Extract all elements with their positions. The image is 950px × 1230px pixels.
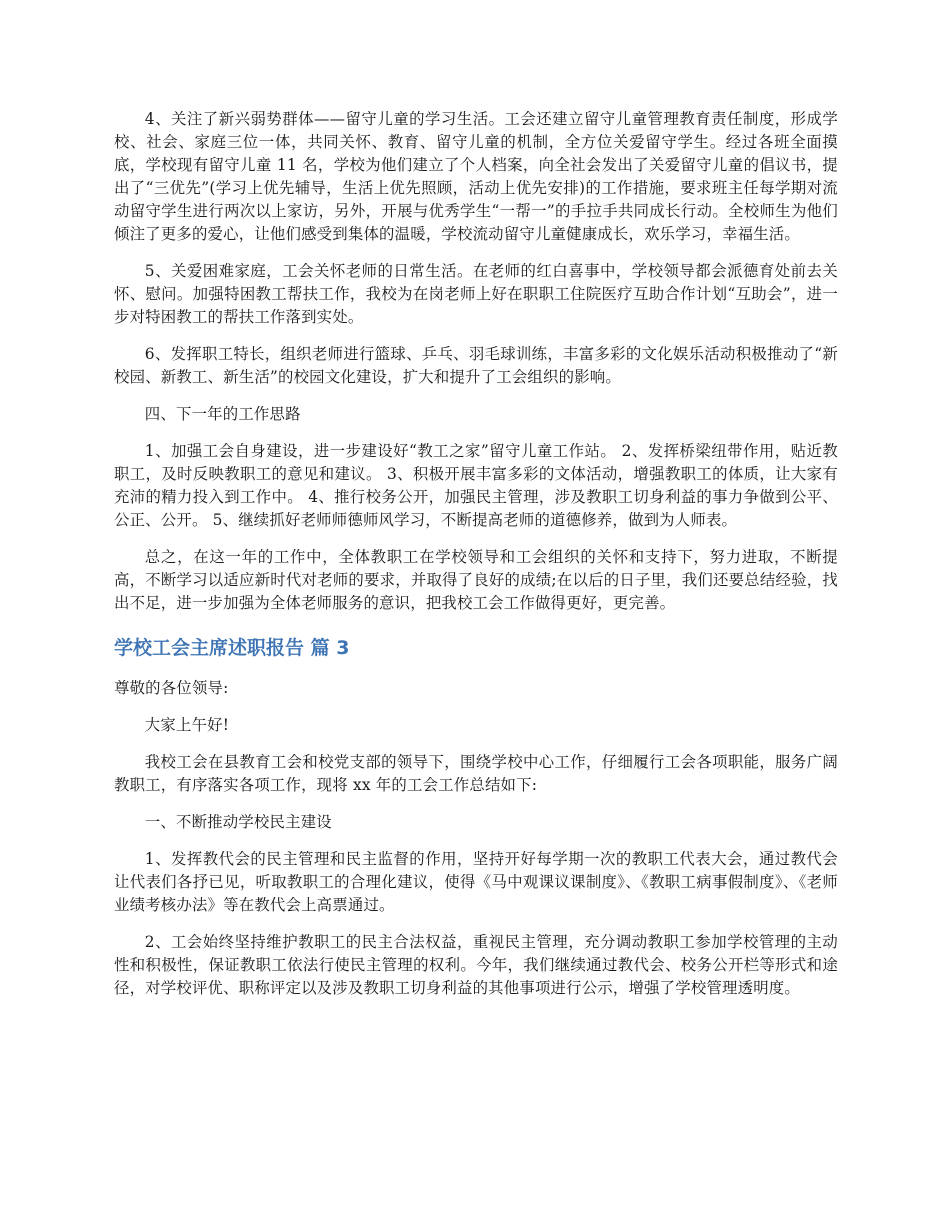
paragraph-plan-list: 1、加强工会自身建设，进一步建设好“教工之家”留守儿童工作站。 2、发挥桥梁纽带作用，贴近教职工，及时反映教职工的意见和建议。 3、积极开展丰富多彩的文体活动，增强教职工的体质，让大家有充沛的精力投入到工作中。 4、推行校务公开，加强民主管理，涉及教职工切身利益的事力争做到公平、公正、公开。 5、继续抓好老师师德师风学习，不断提高老师的道德修养，做到为人师表。	[114, 442, 838, 529]
paragraph-intro: 我校工会在县教育工会和校党支部的领导下，围绕学校中心工作，仔细履行工会各项职能，服务广阔教职工，有序落实各项工作，现将 xx 年的工会工作总结如下:	[114, 753, 838, 794]
subheading-democracy: 一、不断推动学校民主建设	[144, 813, 332, 831]
paragraph-democracy-1: 1、发挥教代会的民主管理和民主监督的作用，坚持开好每学期一次的教职工代表大会，通过教代会让代表们各抒已见，听取教职工的合理化建议，使得《马中观课议课制度》、《教职工病事假制度》、《老师业绩考核办法》等在教代会上高票通过。	[114, 850, 838, 914]
section-title: 学校工会主席述职报告 篇 3	[114, 637, 350, 659]
document-page	[114, 108, 838, 1014]
paragraph-conclusion: 总之，在这一年的工作中，全体教职工在学校领导和工会组织的关怀和支持下，努力进取，不断提高，不断学习以适应新时代对老师的要求，并取得了良好的成绩;在以后的日子里，我们还要总结经验，找出不足，进一步加强为全体老师服务的意识，把我校工会工作做得更好，更完善。	[114, 548, 838, 612]
salutation: 尊敬的各位领导:	[114, 679, 229, 697]
subheading-next-year-plan: 四、下一年的工作思路	[144, 405, 301, 423]
paragraph-item-4: 4、关注了新兴弱势群体——留守儿童的学习生活。工会还建立留守儿童管理教育责任制度，形成学校、社会、家庭三位一体，共同关怀、教育、留守儿童的机制，全方位关爱留守学生。经过各班全面摸底，学校现有留守儿童 11 名，学校为他们建立了个人档案，向全社会发出了关爱留守儿童的倡议书，提出了“三优先”(学习上优先辅导，生活上优先照顾，活动上优先安排)的工作措施，要求班主任每学期对流动留守学生进行两次以上家访，另外，开展与优秀学生“一帮一”的手拉手共同成长行动。全校师生为他们倾注了更多的爱心，让他们感受到集体的温暖，学校流动留守儿童健康成长，欢乐学习，幸福生活。	[114, 110, 838, 243]
greeting: 大家上午好!	[144, 716, 230, 734]
paragraph-item-6: 6、发挥职工特长，组织老师进行篮球、乒乓、羽毛球训练，丰富多彩的文化娱乐活动积极推动了“新校园、新教工、新生活”的校园文化建设，扩大和提升了工会组织的影响。	[114, 345, 838, 386]
paragraph-item-5: 5、关爱困难家庭，工会关怀老师的日常生活。在老师的红白喜事中，学校领导都会派德育处前去关怀、慰问。加强特困教工帮扶工作，我校为在岗老师上好在职职工住院医疗互助合作计划“互助会”，进一步对特困教工的帮扶工作落到实处。	[114, 262, 838, 326]
paragraph-democracy-2: 2、工会始终坚持维护教职工的民主合法权益，重视民主管理，充分调动教职工参加学校管理的主动性和积极性，保证教职工依法行使民主管理的权利。今年，我们继续通过教代会、校务公开栏等形式和途径，对学校评优、职称评定以及涉及教职工切身利益的其他事项进行公示，增强了学校管理透明度。	[114, 933, 838, 997]
